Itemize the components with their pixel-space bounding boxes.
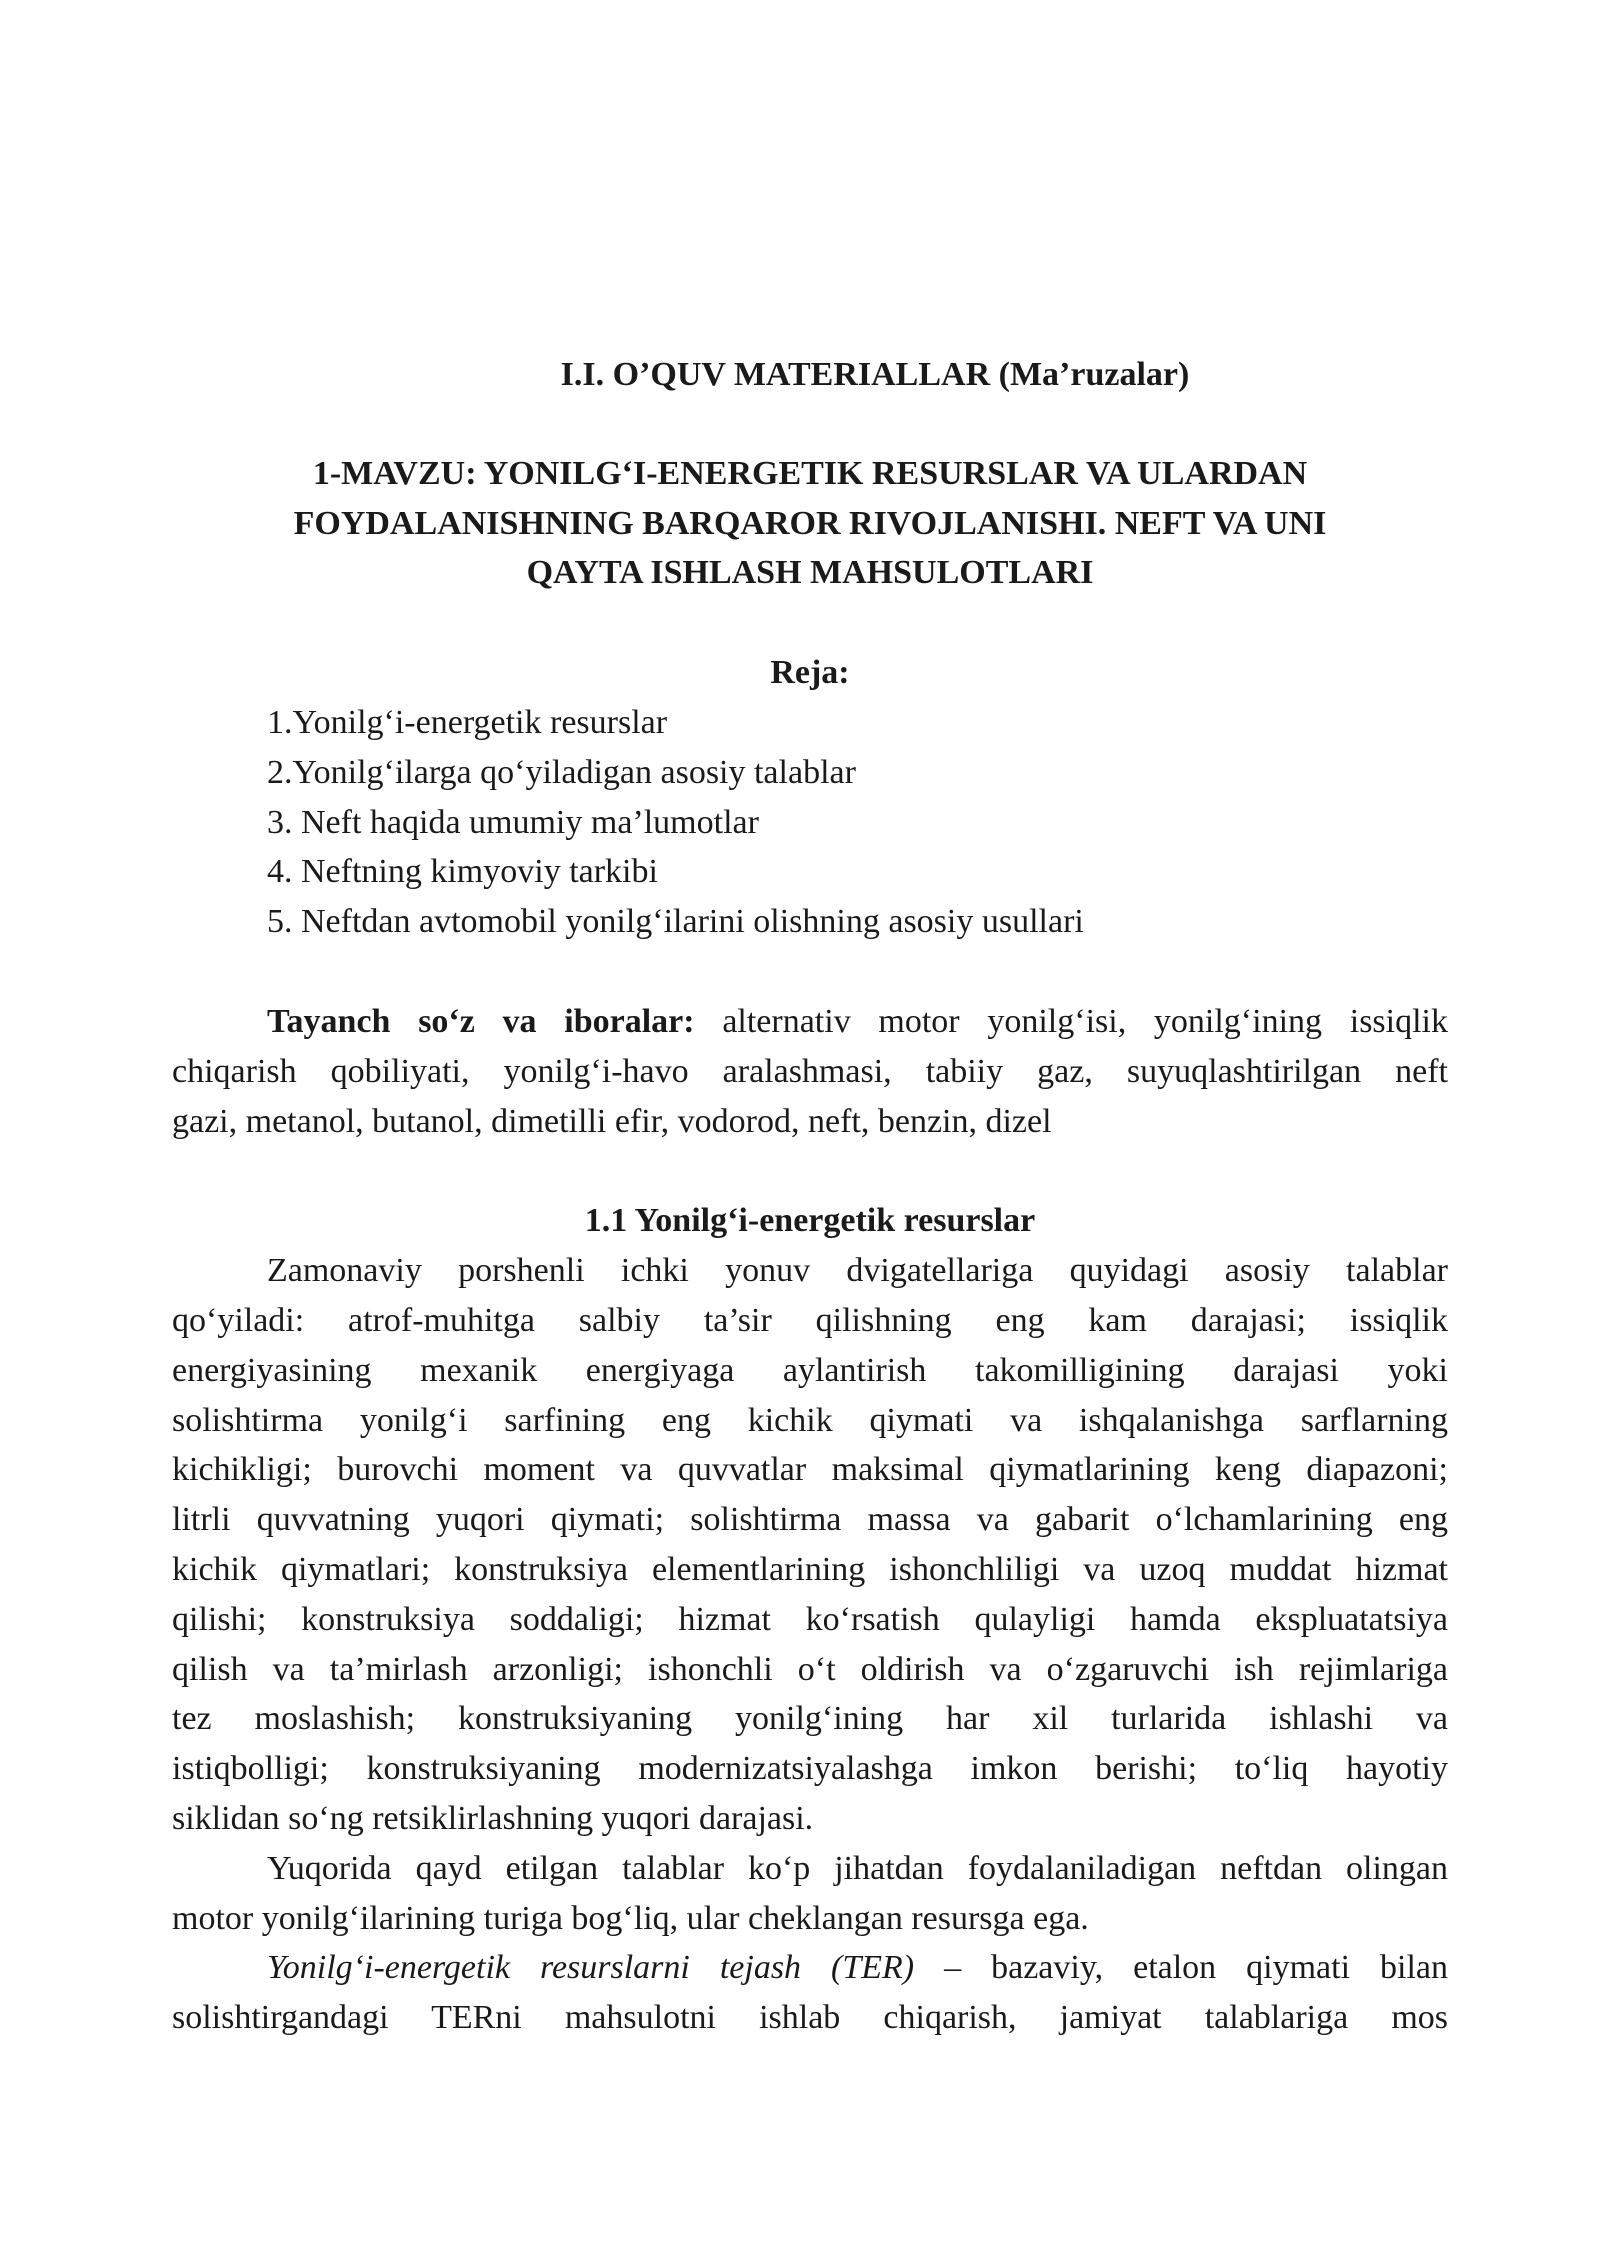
paragraph-line: litrli quvvatning yuqori qiymati; solishtirma massa va gabarit o‘lchamlarining eng <box>172 1501 1448 1539</box>
ter-definition: – bazaviy, etalon qiymati bilan <box>914 1949 1448 1987</box>
section-paragraph-2 <box>172 1844 1448 1944</box>
paragraph-line: energiyasining mexanik energiyaga aylantirish takomilligining darajasi yoki <box>172 1351 1448 1389</box>
plan-item: 3. Neft haqida umumiy ma’lumotlar <box>267 803 759 841</box>
topic-title-line: 1-MAVZU: YONILG‘I-ENERGETIK RESURSLAR VA ULARDAN <box>312 454 1308 492</box>
plan-title: Reja: <box>770 654 850 692</box>
keywords-text: alternativ motor yonilg‘isi, yonilg‘ining issiqlik <box>694 1002 1448 1040</box>
plan-item: 1.Yonilg‘i-energetik resurslar <box>267 703 668 741</box>
keywords-line: chiqarish qobiliyati, yonilg‘i-havo aralashmasi, tabiiy gaz, suyuqlashtirilgan neft <box>172 1052 1448 1090</box>
paragraph-line: Yuqorida qayd etilgan talablar ko‘p jihatdan foydalaniladigan neftdan olingan <box>267 1849 1448 1887</box>
ter-term: Yonilg‘i-energetik resurslarni tejash (TER) <box>267 1949 915 1987</box>
keywords-label: Tayanch so‘z va iboralar: <box>267 1002 695 1040</box>
topic-title-line: QAYTA ISHLASH MAHSULOTLARI <box>526 554 1094 592</box>
paragraph-line <box>172 1943 1448 1993</box>
keywords-line: gazi, metanol, butanol, dimetilli efir, vodorod, neft, benzin, dizel <box>172 1102 1052 1140</box>
paragraph-line: qilishi; konstruksiya soddaligi; hizmat ko‘rsatish qulayligi hamda ekspluatatsiya <box>172 1600 1448 1638</box>
paragraph-line: solishtirgandagi TERni mahsulotni ishlab chiqarish, jamiyat talablariga mos <box>172 1999 1448 2037</box>
paragraph-line: kichik qiymatlari; konstruksiya elementlarining ishonchliligi va uzoq muddat hizmat <box>172 1550 1448 1588</box>
paragraph-line: tez moslashish; konstruksiyaning yonilg‘ining har xil turlarida ishlashi va <box>172 1700 1448 1738</box>
section-paragraph-3 <box>172 1943 1448 2043</box>
paragraph-line: Zamonaviy porshenli ichki yonuv dvigatellariga quyidagi asosiy talablar <box>267 1252 1448 1290</box>
keywords-line <box>172 997 1448 1047</box>
paragraph-line: kichikligi; burovchi moment va quvvatlar maksimal qiymatlarining keng diapazoni; <box>172 1451 1448 1489</box>
topic-title-line: FOYDALANISHNING BARQAROR RIVOJLANISHI. NEFT VA UNI <box>293 504 1327 542</box>
plan-item: 5. Neftdan avtomobil yonilg‘ilarini olishning asosiy usullari <box>267 903 1084 941</box>
materials-heading: I.I. O’QUV MATERIALLAR (Ma’ruzalar) <box>560 356 1190 393</box>
document-page <box>172 350 1448 2043</box>
plan-list <box>172 698 1448 947</box>
paragraph-line: solishtirma yonilg‘i sarfining eng kichik qiymati va ishqalanishga sarflarning <box>172 1401 1448 1439</box>
paragraph-line: istiqbolligi; konstruksiyaning modernizatsiyalashga imkon berishi; to‘liq hayotiy <box>172 1750 1448 1788</box>
section-paragraph-1 <box>172 1246 1448 1844</box>
paragraph-line: qilish va ta’mirlash arzonligi; ishonchli o‘t oldirish va o‘zgaruvchi ish rejimlariga <box>172 1650 1448 1688</box>
paragraph-line: siklidan so‘ng retsiklirlashning yuqori darajasi. <box>172 1799 814 1837</box>
topic-title <box>172 449 1448 598</box>
plan-item: 4. Neftning kimyoviy tarkibi <box>267 853 658 891</box>
keywords-paragraph <box>172 997 1448 1146</box>
section-title: 1.1 Yonilg‘i-energetik resurslar <box>584 1202 1036 1240</box>
paragraph-line: qo‘yiladi: atrof-muhitga salbiy ta’sir qilishning eng kam darajasi; issiqlik <box>172 1301 1448 1339</box>
paragraph-line: motor yonilg‘ilarining turiga bog‘liq, ular cheklangan resursga ega. <box>172 1899 1089 1937</box>
plan-item: 2.Yonilg‘ilarga qo‘yiladigan asosiy talablar <box>267 753 856 791</box>
